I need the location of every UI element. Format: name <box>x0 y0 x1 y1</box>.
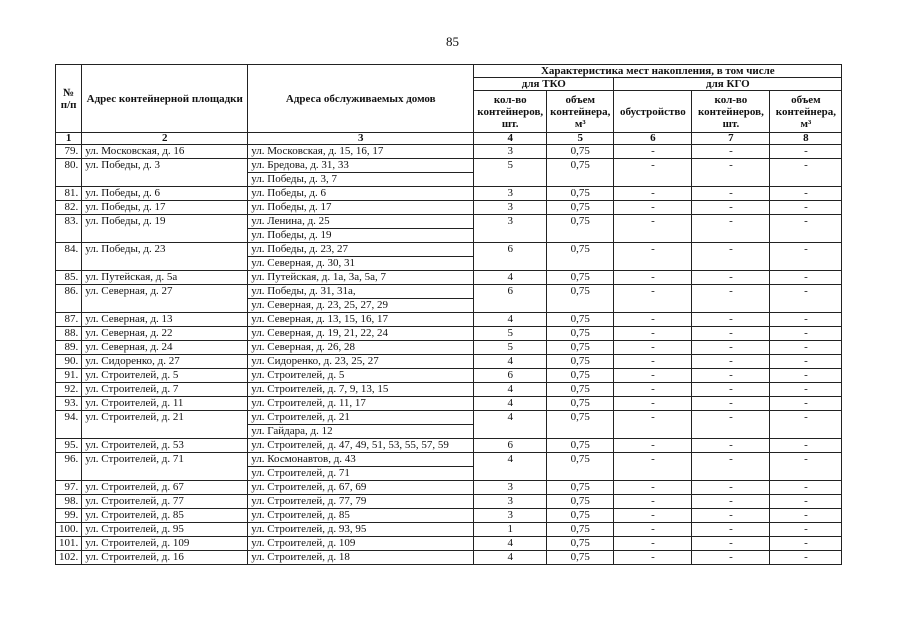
served-address-line: ул. Северная, д. 26, 28 <box>251 341 356 353</box>
tko-container-volume: 0,75 <box>547 285 614 313</box>
table-row <box>56 215 842 243</box>
served-address-line: ул. Северная, д. 30, 31 <box>248 256 473 270</box>
tko-container-volume: 0,75 <box>547 453 614 481</box>
header-column-numbers <box>56 133 842 145</box>
kgo-container-volume: - <box>770 439 842 453</box>
header-kgo: для КГО <box>614 78 842 91</box>
arrangement: - <box>614 495 692 509</box>
table-row <box>56 523 842 537</box>
tko-container-volume: 0,75 <box>547 159 614 187</box>
arrangement: - <box>614 523 692 537</box>
site-address: ул. Строителей, д. 53 <box>82 439 248 453</box>
row-number: 81. <box>56 187 82 201</box>
table-row <box>56 159 842 187</box>
tko-container-count: 1 <box>474 523 547 537</box>
site-address: ул. Победы, д. 3 <box>82 159 248 187</box>
served-addresses <box>248 355 474 369</box>
tko-container-count: 6 <box>474 369 547 383</box>
kgo-container-count: - <box>692 537 770 551</box>
row-number: 90. <box>56 355 82 369</box>
tko-container-volume: 0,75 <box>547 551 614 565</box>
table-row <box>56 495 842 509</box>
table-row <box>56 341 842 355</box>
kgo-container-count: - <box>692 243 770 271</box>
kgo-container-volume: - <box>770 159 842 187</box>
tko-container-volume: 0,75 <box>547 243 614 271</box>
table-row <box>56 383 842 397</box>
served-address-line: ул. Строителей, д. 5 <box>251 369 345 381</box>
site-address: ул. Строителей, д. 71 <box>82 453 248 481</box>
served-addresses <box>248 509 474 523</box>
tko-container-volume: 0,75 <box>547 215 614 243</box>
row-number: 92. <box>56 383 82 397</box>
column-number: 8 <box>770 133 842 145</box>
tko-container-count: 5 <box>474 159 547 187</box>
served-addresses <box>248 187 474 201</box>
site-address: ул. Северная, д. 13 <box>82 313 248 327</box>
tko-container-volume: 0,75 <box>547 355 614 369</box>
served-addresses <box>248 397 474 411</box>
served-address-line: ул. Строителей, д. 71 <box>248 466 473 480</box>
served-addresses <box>248 383 474 397</box>
kgo-container-count: - <box>692 411 770 439</box>
row-number: 94. <box>56 411 82 439</box>
kgo-container-volume: - <box>770 215 842 243</box>
table-row <box>56 411 842 439</box>
tko-container-count: 3 <box>474 187 547 201</box>
served-address-line: ул. Строителей, д. 11, 17 <box>251 397 366 409</box>
tko-container-count: 3 <box>474 201 547 215</box>
served-address-line: ул. Строителей, д. 18 <box>251 551 350 563</box>
arrangement: - <box>614 509 692 523</box>
header-address: Адрес контейнерной площадки <box>82 65 248 133</box>
served-address-line: ул. Строителей, д. 85 <box>251 509 350 521</box>
served-addresses <box>248 551 474 565</box>
arrangement: - <box>614 439 692 453</box>
site-address: ул. Северная, д. 24 <box>82 341 248 355</box>
tko-container-count: 4 <box>474 271 547 285</box>
site-address: ул. Северная, д. 27 <box>82 285 248 313</box>
arrangement: - <box>614 313 692 327</box>
header-num: № п/п <box>56 65 82 133</box>
served-addresses <box>248 411 474 439</box>
table-row <box>56 327 842 341</box>
tko-container-count: 4 <box>474 313 547 327</box>
arrangement: - <box>614 537 692 551</box>
arrangement: - <box>614 551 692 565</box>
served-address-line: ул. Победы, д. 3, 7 <box>248 172 473 186</box>
site-address: ул. Строителей, д. 7 <box>82 383 248 397</box>
table-row <box>56 243 842 271</box>
kgo-container-count: - <box>692 145 770 159</box>
tko-container-count: 6 <box>474 285 547 313</box>
served-address-line: ул. Московская, д. 15, 16, 17 <box>251 145 384 157</box>
tko-container-count: 4 <box>474 411 547 439</box>
kgo-container-volume: - <box>770 495 842 509</box>
row-number: 84. <box>56 243 82 271</box>
tko-container-count: 4 <box>474 383 547 397</box>
served-addresses <box>248 215 474 243</box>
header-kgo-count: кол-во контейнеров, шт. <box>692 91 770 133</box>
tko-container-volume: 0,75 <box>547 397 614 411</box>
row-number: 102. <box>56 551 82 565</box>
tko-container-count: 5 <box>474 327 547 341</box>
arrangement: - <box>614 355 692 369</box>
kgo-container-count: - <box>692 453 770 481</box>
row-number: 101. <box>56 537 82 551</box>
table-row <box>56 355 842 369</box>
tko-container-count: 4 <box>474 551 547 565</box>
kgo-container-volume: - <box>770 369 842 383</box>
kgo-container-volume: - <box>770 453 842 481</box>
kgo-container-count: - <box>692 383 770 397</box>
tko-container-volume: 0,75 <box>547 495 614 509</box>
table-row <box>56 397 842 411</box>
site-address: ул. Сидоренко, д. 27 <box>82 355 248 369</box>
served-address-line: ул. Северная, д. 13, 15, 16, 17 <box>251 313 389 325</box>
kgo-container-count: - <box>692 509 770 523</box>
arrangement: - <box>614 159 692 187</box>
tko-container-count: 4 <box>474 537 547 551</box>
tko-container-count: 6 <box>474 439 547 453</box>
served-addresses <box>248 341 474 355</box>
served-address-line: ул. Победы, д. 19 <box>248 228 473 242</box>
tko-container-count: 3 <box>474 509 547 523</box>
tko-container-count: 3 <box>474 145 547 159</box>
arrangement: - <box>614 341 692 355</box>
table-row <box>56 453 842 481</box>
site-address: ул. Строителей, д. 5 <box>82 369 248 383</box>
served-address-line: ул. Гайдара, д. 12 <box>248 424 473 438</box>
table-row <box>56 509 842 523</box>
served-address-line: ул. Строителей, д. 7, 9, 13, 15 <box>251 383 389 395</box>
kgo-container-count: - <box>692 285 770 313</box>
site-address: ул. Строителей, д. 95 <box>82 523 248 537</box>
site-address: ул. Победы, д. 6 <box>82 187 248 201</box>
kgo-container-count: - <box>692 481 770 495</box>
tko-container-volume: 0,75 <box>547 369 614 383</box>
kgo-container-count: - <box>692 341 770 355</box>
row-number: 93. <box>56 397 82 411</box>
site-address: ул. Строителей, д. 85 <box>82 509 248 523</box>
page-number: 85 <box>446 34 459 49</box>
tko-container-count: 3 <box>474 215 547 243</box>
arrangement: - <box>614 369 692 383</box>
served-addresses <box>248 145 474 159</box>
column-number: 6 <box>614 133 692 145</box>
served-addresses <box>248 481 474 495</box>
table-row <box>56 481 842 495</box>
tko-container-volume: 0,75 <box>547 271 614 285</box>
site-address: ул. Московская, д. 16 <box>82 145 248 159</box>
served-address-line: ул. Строителей, д. 93, 95 <box>251 523 367 535</box>
site-address: ул. Строителей, д. 67 <box>82 481 248 495</box>
kgo-container-volume: - <box>770 481 842 495</box>
kgo-container-volume: - <box>770 355 842 369</box>
tko-container-volume: 0,75 <box>547 537 614 551</box>
site-address: ул. Северная, д. 22 <box>82 327 248 341</box>
served-address-line: ул. Космонавтов, д. 43 <box>251 453 356 465</box>
column-number: 7 <box>692 133 770 145</box>
served-addresses <box>248 285 474 313</box>
container-sites-table <box>55 64 842 565</box>
row-number: 88. <box>56 327 82 341</box>
header-tko-volume: объем контейнера, м³ <box>547 91 614 133</box>
tko-container-count: 4 <box>474 397 547 411</box>
arrangement: - <box>614 187 692 201</box>
header-arrangement: обустройство <box>614 91 692 133</box>
served-address-line: ул. Победы, д. 23, 27 <box>251 243 348 255</box>
served-addresses <box>248 439 474 453</box>
served-addresses <box>248 495 474 509</box>
tko-container-count: 4 <box>474 453 547 481</box>
tko-container-volume: 0,75 <box>547 201 614 215</box>
header-tko-count: кол-во контейнеров, шт. <box>474 91 547 133</box>
table-row <box>56 187 842 201</box>
kgo-container-count: - <box>692 215 770 243</box>
served-addresses <box>248 369 474 383</box>
kgo-container-count: - <box>692 187 770 201</box>
row-number: 82. <box>56 201 82 215</box>
tko-container-volume: 0,75 <box>547 439 614 453</box>
tko-container-count: 4 <box>474 355 547 369</box>
served-address-line: ул. Ленина, д. 25 <box>251 215 330 227</box>
table-row <box>56 285 842 313</box>
row-number: 99. <box>56 509 82 523</box>
kgo-container-count: - <box>692 439 770 453</box>
row-number: 96. <box>56 453 82 481</box>
kgo-container-count: - <box>692 495 770 509</box>
row-number: 100. <box>56 523 82 537</box>
table-row <box>56 369 842 383</box>
site-address: ул. Строителей, д. 77 <box>82 495 248 509</box>
tko-container-count: 3 <box>474 481 547 495</box>
row-number: 95. <box>56 439 82 453</box>
served-addresses <box>248 327 474 341</box>
site-address: ул. Строителей, д. 16 <box>82 551 248 565</box>
arrangement: - <box>614 215 692 243</box>
served-addresses <box>248 453 474 481</box>
column-number: 2 <box>82 133 248 145</box>
row-number: 79. <box>56 145 82 159</box>
kgo-container-volume: - <box>770 327 842 341</box>
site-address: ул. Строителей, д. 11 <box>82 397 248 411</box>
kgo-container-volume: - <box>770 551 842 565</box>
kgo-container-volume: - <box>770 201 842 215</box>
tko-container-volume: 0,75 <box>547 145 614 159</box>
column-number: 4 <box>474 133 547 145</box>
served-addresses <box>248 537 474 551</box>
arrangement: - <box>614 397 692 411</box>
arrangement: - <box>614 271 692 285</box>
row-number: 86. <box>56 285 82 313</box>
kgo-container-count: - <box>692 355 770 369</box>
site-address: ул. Строителей, д. 109 <box>82 537 248 551</box>
kgo-container-volume: - <box>770 509 842 523</box>
served-address-line: ул. Победы, д. 17 <box>251 201 332 213</box>
kgo-container-volume: - <box>770 537 842 551</box>
table-row <box>56 201 842 215</box>
table-row <box>56 313 842 327</box>
served-address-line: ул. Победы, д. 6 <box>251 187 326 199</box>
header-kgo-volume: объем контейнера, м³ <box>770 91 842 133</box>
row-number: 80. <box>56 159 82 187</box>
row-number: 98. <box>56 495 82 509</box>
kgo-container-volume: - <box>770 341 842 355</box>
served-addresses <box>248 313 474 327</box>
table-row <box>56 537 842 551</box>
site-address: ул. Путейская, д. 5а <box>82 271 248 285</box>
served-address-line: ул. Победы, д. 31, 31а, <box>251 285 356 297</box>
arrangement: - <box>614 453 692 481</box>
served-addresses <box>248 159 474 187</box>
tko-container-volume: 0,75 <box>547 383 614 397</box>
site-address: ул. Победы, д. 17 <box>82 201 248 215</box>
tko-container-volume: 0,75 <box>547 313 614 327</box>
table-row <box>56 439 842 453</box>
row-number: 89. <box>56 341 82 355</box>
served-address-line: ул. Северная, д. 23, 25, 27, 29 <box>248 298 473 312</box>
served-addresses <box>248 523 474 537</box>
arrangement: - <box>614 243 692 271</box>
kgo-container-volume: - <box>770 313 842 327</box>
column-number: 1 <box>56 133 82 145</box>
header-served: Адреса обслуживаемых домов <box>248 65 474 133</box>
kgo-container-count: - <box>692 159 770 187</box>
kgo-container-count: - <box>692 327 770 341</box>
tko-container-count: 6 <box>474 243 547 271</box>
kgo-container-volume: - <box>770 271 842 285</box>
kgo-container-volume: - <box>770 285 842 313</box>
table-row <box>56 551 842 565</box>
served-addresses <box>248 243 474 271</box>
kgo-container-volume: - <box>770 411 842 439</box>
served-address-line: ул. Строителей, д. 109 <box>251 537 356 549</box>
kgo-container-count: - <box>692 271 770 285</box>
arrangement: - <box>614 201 692 215</box>
tko-container-volume: 0,75 <box>547 341 614 355</box>
row-number: 85. <box>56 271 82 285</box>
row-number: 91. <box>56 369 82 383</box>
row-number: 87. <box>56 313 82 327</box>
kgo-container-count: - <box>692 369 770 383</box>
tko-container-volume: 0,75 <box>547 187 614 201</box>
site-address: ул. Победы, д. 19 <box>82 215 248 243</box>
arrangement: - <box>614 285 692 313</box>
kgo-container-volume: - <box>770 397 842 411</box>
tko-container-count: 3 <box>474 495 547 509</box>
table-row <box>56 271 842 285</box>
served-address-line: ул. Бредова, д. 31, 33 <box>251 159 349 171</box>
tko-container-volume: 0,75 <box>547 523 614 537</box>
arrangement: - <box>614 411 692 439</box>
column-number: 3 <box>248 133 474 145</box>
served-addresses <box>248 271 474 285</box>
table-body <box>56 145 842 565</box>
site-address: ул. Строителей, д. 21 <box>82 411 248 439</box>
table-row <box>56 145 842 159</box>
kgo-container-count: - <box>692 397 770 411</box>
kgo-container-volume: - <box>770 145 842 159</box>
arrangement: - <box>614 145 692 159</box>
tko-container-count: 5 <box>474 341 547 355</box>
served-address-line: ул. Строителей, д. 47, 49, 51, 53, 55, 57, 59 <box>251 439 449 451</box>
served-address-line: ул. Путейская, д. 1а, 3а, 5а, 7 <box>251 271 387 283</box>
tko-container-volume: 0,75 <box>547 509 614 523</box>
kgo-container-volume: - <box>770 243 842 271</box>
kgo-container-count: - <box>692 523 770 537</box>
served-address-line: ул. Сидоренко, д. 23, 25, 27 <box>251 355 379 367</box>
header-characteristics: Характеристика мест накопления, в том числе <box>474 65 842 78</box>
row-number: 83. <box>56 215 82 243</box>
served-address-line: ул. Северная, д. 19, 21, 22, 24 <box>251 327 389 339</box>
kgo-container-count: - <box>692 551 770 565</box>
arrangement: - <box>614 383 692 397</box>
kgo-container-count: - <box>692 201 770 215</box>
served-address-line: ул. Строителей, д. 21 <box>251 411 350 423</box>
tko-container-volume: 0,75 <box>547 411 614 439</box>
arrangement: - <box>614 481 692 495</box>
kgo-container-volume: - <box>770 187 842 201</box>
tko-container-volume: 0,75 <box>547 327 614 341</box>
served-address-line: ул. Строителей, д. 77, 79 <box>251 495 367 507</box>
served-address-line: ул. Строителей, д. 67, 69 <box>251 481 367 493</box>
served-addresses <box>248 201 474 215</box>
arrangement: - <box>614 327 692 341</box>
header-tko: для ТКО <box>474 78 614 91</box>
row-number: 97. <box>56 481 82 495</box>
kgo-container-volume: - <box>770 383 842 397</box>
tko-container-volume: 0,75 <box>547 481 614 495</box>
site-address: ул. Победы, д. 23 <box>82 243 248 271</box>
kgo-container-volume: - <box>770 523 842 537</box>
kgo-container-count: - <box>692 313 770 327</box>
column-number: 5 <box>547 133 614 145</box>
